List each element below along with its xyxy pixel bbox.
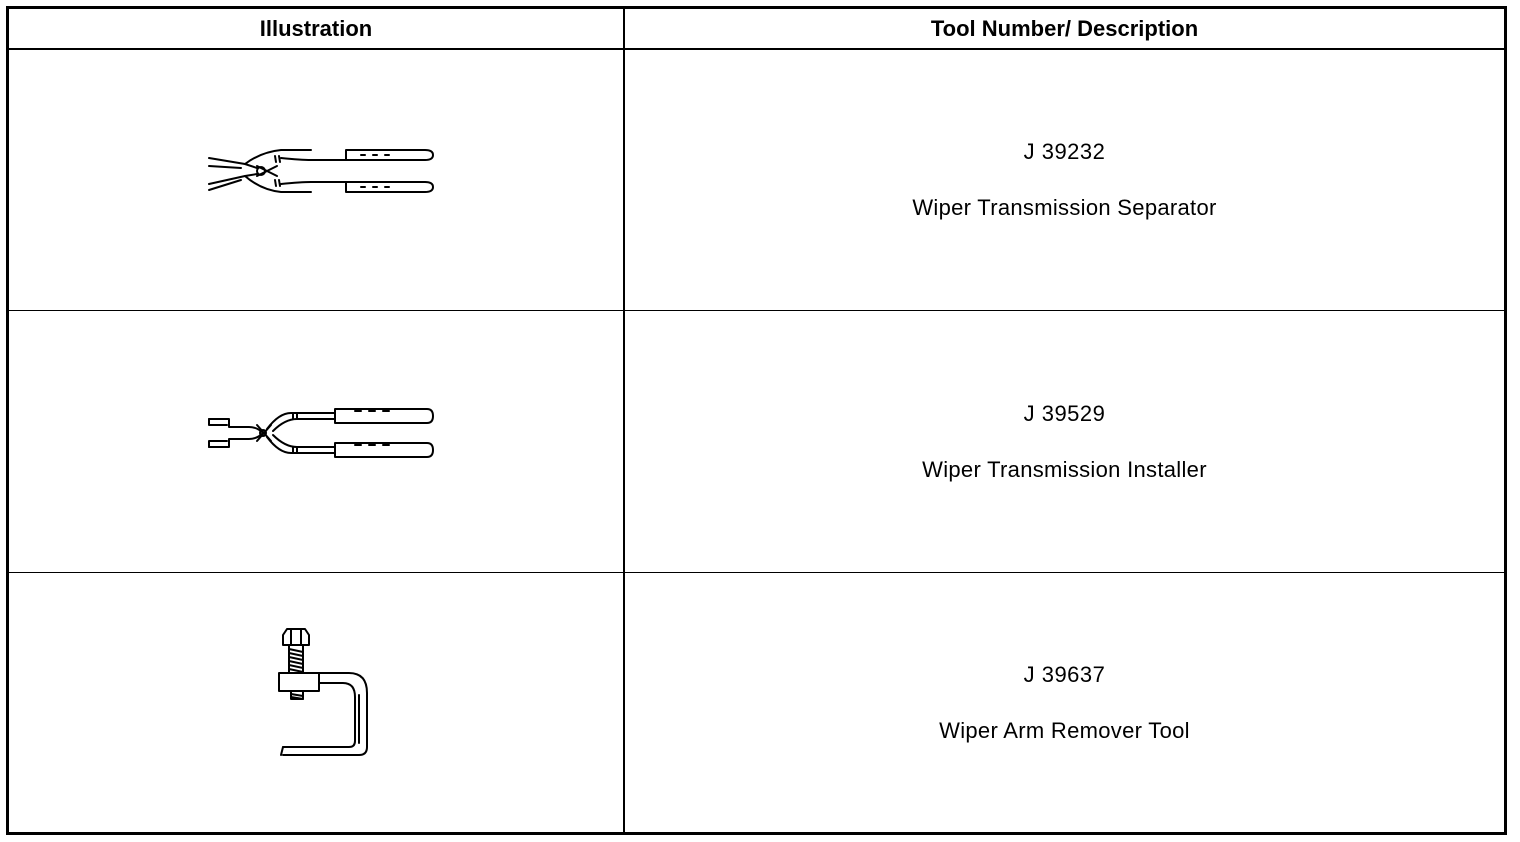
illustration-cell (9, 311, 623, 572)
separator-pliers-icon (201, 138, 437, 208)
header-tool-description: Tool Number/ Description (930, 15, 1199, 41)
tool-description: Wiper Arm Remover Tool (939, 717, 1190, 743)
tool-description: Wiper Transmission Installer (922, 456, 1207, 482)
description-cell (625, 50, 1504, 310)
tool-description: Wiper Transmission Separator (912, 195, 1217, 220)
table-row (9, 50, 1504, 310)
tool-number: J 39637 (1023, 661, 1106, 687)
header-illustration: Illustration (259, 15, 373, 41)
tool-number: J 39529 (1023, 400, 1106, 426)
special-tools-table (6, 6, 1507, 835)
description-cell (625, 573, 1504, 832)
table-row (9, 311, 1504, 572)
illustration-cell (9, 573, 623, 832)
illustration-cell (9, 50, 623, 310)
c-clamp-puller-icon (271, 621, 381, 761)
description-cell (625, 311, 1504, 572)
tool-number: J 39232 (1023, 139, 1106, 164)
table-row (9, 573, 1504, 832)
installer-pliers-icon (205, 405, 441, 477)
